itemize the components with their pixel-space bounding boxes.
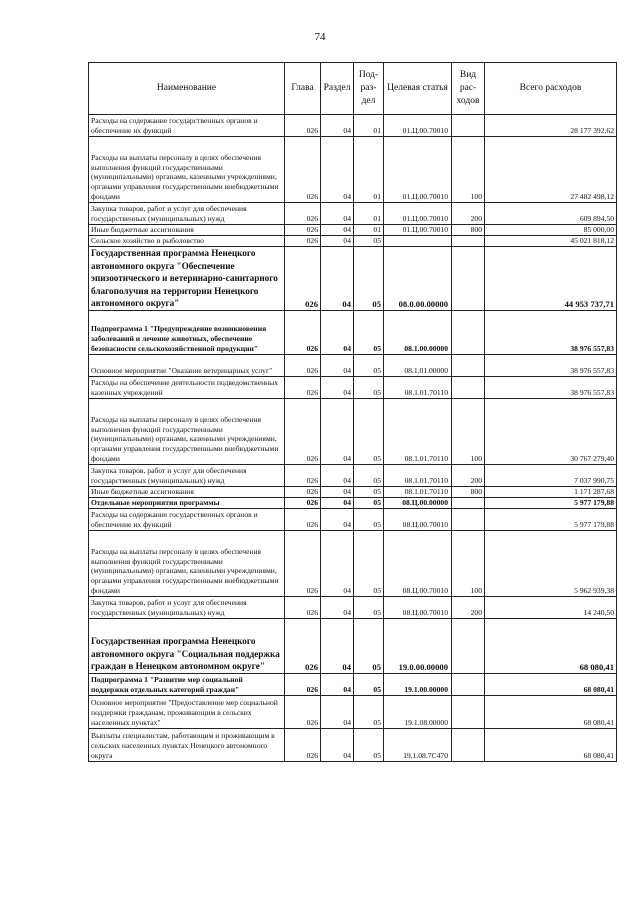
- row-glava: 026: [285, 531, 321, 597]
- row-podrazdel: 05: [354, 729, 384, 762]
- row-podrazdel: 05: [354, 696, 384, 729]
- row-name: Государственная программа Ненецкого автономного округа "Обеспечение эпизоотического и ветеринарно-санитарного благополучия на территории Ненецкого автономного округа": [89, 247, 285, 311]
- row-total: 38 976 557,83: [485, 377, 617, 399]
- row-podrazdel: 05: [354, 355, 384, 377]
- row-target: 19.0.00.00000: [384, 619, 452, 674]
- row-name: Иные бюджетные ассигнования: [89, 225, 285, 236]
- row-vid: 200: [452, 465, 485, 487]
- row-total: 68 080,41: [485, 696, 617, 729]
- table-row: [89, 597, 617, 619]
- row-razdel: 04: [321, 247, 354, 311]
- row-razdel: 04: [321, 509, 354, 531]
- row-vid: [452, 619, 485, 674]
- row-podrazdel: 01: [354, 137, 384, 203]
- row-target: 08.1.01.70110: [384, 465, 452, 487]
- header-target: Целевая статья: [384, 63, 452, 115]
- table-row: [89, 487, 617, 498]
- row-total: 45 021 818,12: [485, 236, 617, 247]
- row-target: [384, 236, 452, 247]
- row-total: 68 080,41: [485, 619, 617, 674]
- table-row: [89, 225, 617, 236]
- row-name: Расходы на выплаты персоналу в целях обеспечения выполнения функций государственными (муниципальными) органами, казенными учреждениями, органами управления государственными внебюджетными фондами: [89, 531, 285, 597]
- row-glava: 026: [285, 696, 321, 729]
- row-target: 19.1.08.00000: [384, 696, 452, 729]
- row-total: 44 953 737,71: [485, 247, 617, 311]
- row-target: 08.1.01.00000: [384, 355, 452, 377]
- row-total: 38 976 557,83: [485, 355, 617, 377]
- row-glava: 026: [285, 674, 321, 696]
- row-vid: [452, 247, 485, 311]
- row-name: Закупка товаров, работ и услуг для обеспечения государственных (муниципальных) нужд: [89, 465, 285, 487]
- row-name: Расходы на выплаты персоналу в целях обеспечения выполнения функций государственными (муниципальными) органами, казенными учреждениями, органами управления государственными внебюджетными фондами: [89, 399, 285, 465]
- row-target: 08.Ц.00.00000: [384, 498, 452, 509]
- table-row: [89, 509, 617, 531]
- table-row: [89, 674, 617, 696]
- row-name: Расходы на обеспечение деятельности подведомственных казенных учреждений: [89, 377, 285, 399]
- row-razdel: 04: [321, 531, 354, 597]
- table-row: [89, 137, 617, 203]
- row-razdel: 04: [321, 729, 354, 762]
- table-row: [89, 247, 617, 311]
- row-total: 68 080,41: [485, 729, 617, 762]
- row-name: Сельское хозяйство и рыболовство: [89, 236, 285, 247]
- table-row: [89, 619, 617, 674]
- row-total: 5 977 179,88: [485, 498, 617, 509]
- row-podrazdel: 05: [354, 509, 384, 531]
- row-podrazdel: 05: [354, 597, 384, 619]
- row-podrazdel: 05: [354, 465, 384, 487]
- table-row: [89, 115, 617, 137]
- table-header-row: [89, 63, 617, 115]
- row-razdel: 04: [321, 115, 354, 137]
- header-name: Наименование: [89, 63, 285, 115]
- row-vid: [452, 311, 485, 355]
- row-razdel: 04: [321, 696, 354, 729]
- row-glava: 026: [285, 377, 321, 399]
- row-vid: [452, 355, 485, 377]
- row-target: 08.1.01.70110: [384, 399, 452, 465]
- row-podrazdel: 05: [354, 674, 384, 696]
- row-name: Иные бюджетные ассигнования: [89, 487, 285, 498]
- row-total: 1 171 287,68: [485, 487, 617, 498]
- row-podrazdel: 01: [354, 115, 384, 137]
- row-vid: [452, 115, 485, 137]
- row-vid: 100: [452, 399, 485, 465]
- row-glava: 026: [285, 247, 321, 311]
- row-target: 08.1.01.70110: [384, 377, 452, 399]
- row-name: Государственная программа Ненецкого автономного округа "Социальная поддержка граждан в Ненецком автономном округе": [89, 619, 285, 674]
- row-total: 30 767 279,40: [485, 399, 617, 465]
- row-vid: [452, 509, 485, 531]
- row-name: Закупка товаров, работ и услуг для обеспечения государственных (муниципальных) нужд: [89, 203, 285, 225]
- row-podrazdel: 01: [354, 225, 384, 236]
- row-vid: [452, 696, 485, 729]
- table-row: [89, 531, 617, 597]
- row-name: Подпрограмма 1 "Развитие мер социальной поддержки отдельных категорий граждан": [89, 674, 285, 696]
- row-target: 01.Ц.00.70010: [384, 203, 452, 225]
- row-razdel: 04: [321, 311, 354, 355]
- row-glava: 026: [285, 203, 321, 225]
- row-podrazdel: 05: [354, 619, 384, 674]
- row-podrazdel: 05: [354, 377, 384, 399]
- row-razdel: 04: [321, 355, 354, 377]
- budget-table: [88, 62, 617, 762]
- row-razdel: 04: [321, 203, 354, 225]
- row-name: Основное мероприятие "Оказание ветеринарных услуг": [89, 355, 285, 377]
- row-razdel: 04: [321, 399, 354, 465]
- row-podrazdel: 05: [354, 498, 384, 509]
- row-vid: 800: [452, 487, 485, 498]
- row-name: Закупка товаров, работ и услуг для обеспечения государственных (муниципальных) нужд: [89, 597, 285, 619]
- row-glava: 026: [285, 729, 321, 762]
- header-total: Всего расходов: [485, 63, 617, 115]
- row-razdel: 04: [321, 498, 354, 509]
- table-row: [89, 696, 617, 729]
- table-row: [89, 498, 617, 509]
- row-vid: 800: [452, 225, 485, 236]
- row-glava: 026: [285, 619, 321, 674]
- row-glava: 026: [285, 465, 321, 487]
- row-glava: 026: [285, 487, 321, 498]
- table-row: [89, 399, 617, 465]
- row-name: Отдельные мероприятия программы: [89, 498, 285, 509]
- row-target: 01.Ц.00.70010: [384, 115, 452, 137]
- row-total: 68 080,41: [485, 674, 617, 696]
- row-podrazdel: 05: [354, 487, 384, 498]
- row-name: Подпрограмма 1 "Предупреждение возникновения заболеваний и лечение животных, обеспечение безопасности сельскохозяйственной продукции": [89, 311, 285, 355]
- table-row: [89, 377, 617, 399]
- row-name: Расходы на выплаты персоналу в целях обеспечения выполнения функций государственными (муниципальными) органами, казенными учреждениями, органами управления государственными внебюджетными фондами: [89, 137, 285, 203]
- row-target: 08.0.00.00000: [384, 247, 452, 311]
- row-glava: 026: [285, 236, 321, 247]
- row-glava: 026: [285, 399, 321, 465]
- table-row: [89, 729, 617, 762]
- row-total: 85 000,00: [485, 225, 617, 236]
- table-row: [89, 311, 617, 355]
- row-vid: 100: [452, 531, 485, 597]
- row-vid: [452, 377, 485, 399]
- row-razdel: 04: [321, 236, 354, 247]
- row-vid: [452, 729, 485, 762]
- row-glava: 026: [285, 509, 321, 531]
- row-glava: 026: [285, 225, 321, 236]
- row-razdel: 04: [321, 377, 354, 399]
- row-vid: 100: [452, 137, 485, 203]
- row-razdel: 04: [321, 674, 354, 696]
- header-razdel: Раздел: [321, 63, 354, 115]
- row-razdel: 04: [321, 619, 354, 674]
- row-podrazdel: 05: [354, 247, 384, 311]
- row-vid: [452, 236, 485, 247]
- row-vid: [452, 498, 485, 509]
- row-razdel: 04: [321, 465, 354, 487]
- row-name: Выплаты специалистам, работающим и проживающим в сельских населенных пунктах Ненецкого автономного округа: [89, 729, 285, 762]
- row-glava: 026: [285, 311, 321, 355]
- row-vid: 200: [452, 597, 485, 619]
- row-target: 01.Ц.00.70010: [384, 137, 452, 203]
- row-razdel: 04: [321, 137, 354, 203]
- row-total: 5 977 179,88: [485, 509, 617, 531]
- row-target: 08.Ц.00.70010: [384, 531, 452, 597]
- row-podrazdel: 05: [354, 311, 384, 355]
- page-number: 74: [314, 31, 326, 43]
- header-vid: Вид рас-ходов: [452, 63, 485, 115]
- row-target: 08.1.01.70110: [384, 487, 452, 498]
- header-glava: Глава: [285, 63, 321, 115]
- row-podrazdel: 05: [354, 531, 384, 597]
- row-name: Основное мероприятие "Предоставление мер социальной поддержки гражданам, проживающим в сельских населенных пунктах": [89, 696, 285, 729]
- row-razdel: 04: [321, 597, 354, 619]
- row-vid: 200: [452, 203, 485, 225]
- row-total: 5 962 939,38: [485, 531, 617, 597]
- table-row: [89, 236, 617, 247]
- row-total: 27 482 498,12: [485, 137, 617, 203]
- header-podrazdel: Под-раз-дел: [354, 63, 384, 115]
- row-total: 609 894,50: [485, 203, 617, 225]
- row-glava: 026: [285, 115, 321, 137]
- row-target: 01.Ц.00.70010: [384, 225, 452, 236]
- row-vid: [452, 674, 485, 696]
- row-total: 28 177 392,62: [485, 115, 617, 137]
- row-total: 38 976 557,83: [485, 311, 617, 355]
- row-total: 7 037 990,75: [485, 465, 617, 487]
- row-target: 08.Ц.00.70010: [384, 509, 452, 531]
- row-razdel: 04: [321, 225, 354, 236]
- row-glava: 026: [285, 355, 321, 377]
- row-target: 08.Ц.00.70010: [384, 597, 452, 619]
- row-glava: 026: [285, 498, 321, 509]
- row-podrazdel: 05: [354, 236, 384, 247]
- table-row: [89, 355, 617, 377]
- table-row: [89, 203, 617, 225]
- row-podrazdel: 01: [354, 203, 384, 225]
- row-glava: 026: [285, 137, 321, 203]
- table-body: [89, 115, 617, 762]
- row-target: 08.1.00.00000: [384, 311, 452, 355]
- row-name: Расходы на содержание государственных органов и обеспечение их функций: [89, 115, 285, 137]
- table-row: [89, 465, 617, 487]
- row-podrazdel: 05: [354, 399, 384, 465]
- row-total: 14 240,50: [485, 597, 617, 619]
- row-razdel: 04: [321, 487, 354, 498]
- row-name: Расходы на содержание государственных органов и обеспечение их функций: [89, 509, 285, 531]
- row-target: 19.1.00.00000: [384, 674, 452, 696]
- row-target: 19.1.08.7С470: [384, 729, 452, 762]
- row-glava: 026: [285, 597, 321, 619]
